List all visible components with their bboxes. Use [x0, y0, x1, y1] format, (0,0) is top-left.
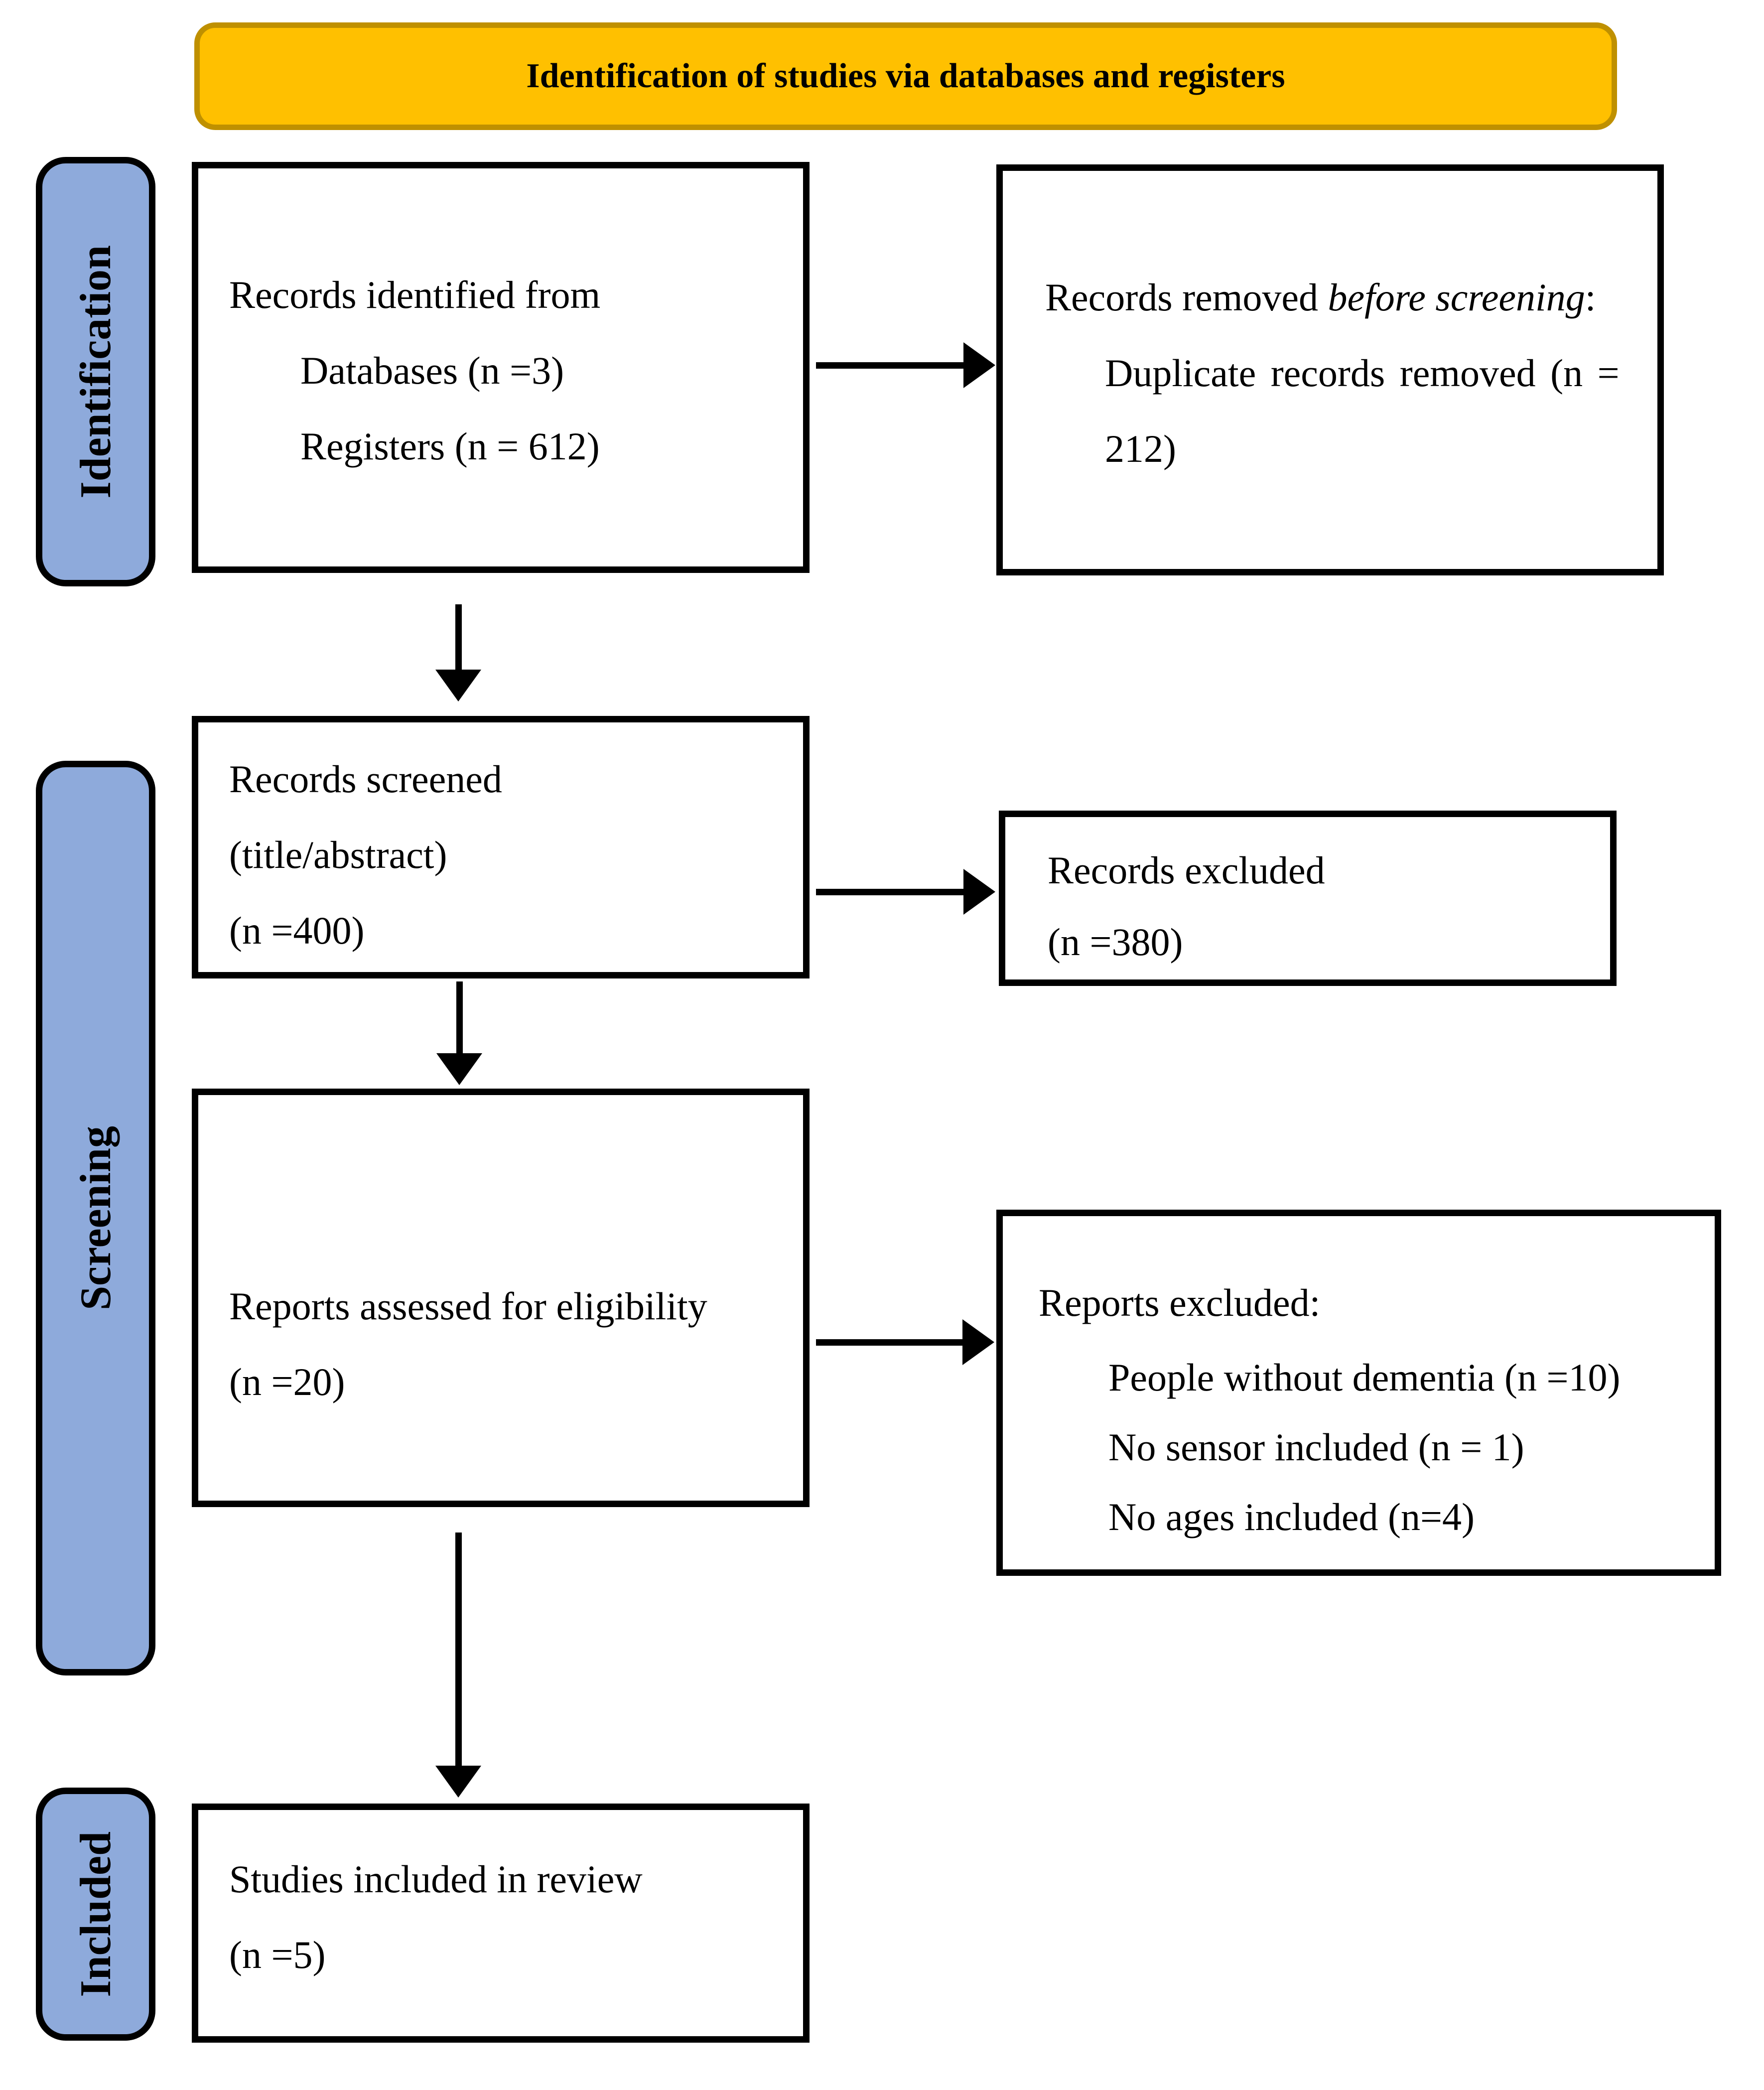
records-removed-heading-suffix: : [1585, 276, 1596, 319]
box-records-excluded [999, 811, 1617, 986]
records-screened-line: Records screened [229, 757, 502, 801]
arrow-line [455, 604, 462, 671]
records-removed-heading-prefix: Records removed [1045, 276, 1328, 319]
box-reports-excluded [996, 1210, 1721, 1576]
arrow-head-right-icon [962, 1319, 994, 1365]
reports-excluded-reason-dementia: People without dementia (n =10) [1108, 1356, 1621, 1399]
arrow-head-right-icon [963, 869, 995, 915]
reports-excluded-reason-sensor: No sensor included (n = 1) [1108, 1425, 1524, 1469]
records-identified-registers: Registers (n = 612) [300, 424, 600, 468]
arrow-head-down-icon [436, 1053, 482, 1085]
header-banner [194, 22, 1617, 130]
arrow-head-right-icon [963, 342, 995, 388]
reports-assessed-count: (n =20) [229, 1360, 345, 1403]
box-records-removed [996, 164, 1664, 575]
box-studies-included [192, 1804, 810, 2043]
stage-included-label: Included [71, 1831, 120, 1997]
arrow-line [816, 1339, 963, 1346]
stage-screening [36, 761, 155, 1675]
diagram-title: Identification of studies via databases and registers [526, 57, 1285, 95]
arrow-line [456, 981, 463, 1054]
records-excluded-count: (n =380) [1048, 920, 1183, 964]
records-excluded-line: Records excluded [1048, 848, 1325, 892]
arrow-line [816, 889, 964, 895]
stage-included [36, 1788, 155, 2041]
reports-excluded-heading: Reports excluded: [1039, 1281, 1321, 1324]
records-removed-heading [1045, 278, 1596, 317]
arrow-head-down-icon [435, 1766, 481, 1798]
records-screened-scope: (title/abstract) [229, 833, 447, 876]
records-identified-databases: Databases (n =3) [300, 349, 564, 392]
stage-identification-label: Identification [71, 245, 120, 499]
records-removed-heading-italic: before screening [1328, 276, 1585, 319]
box-records-identified [192, 162, 810, 573]
records-screened-count: (n =400) [229, 909, 365, 952]
arrow-head-down-icon [435, 670, 481, 701]
box-records-screened [192, 716, 810, 978]
studies-included-line: Studies included in review [229, 1857, 643, 1901]
records-identified-line: Records identified from [229, 273, 601, 316]
arrow-line [816, 362, 964, 369]
stage-identification [36, 157, 155, 586]
box-reports-assessed [192, 1089, 810, 1507]
reports-assessed-line: Reports assessed for eligibility [229, 1284, 707, 1328]
stage-screening-label: Screening [71, 1126, 120, 1310]
duplicate-records-line: Duplicate records removed (n = [1105, 351, 1620, 395]
arrow-line [455, 1533, 462, 1767]
duplicate-records-count: 212) [1105, 427, 1176, 470]
reports-excluded-reason-ages: No ages included (n=4) [1108, 1495, 1475, 1538]
studies-included-count: (n =5) [229, 1933, 326, 1976]
